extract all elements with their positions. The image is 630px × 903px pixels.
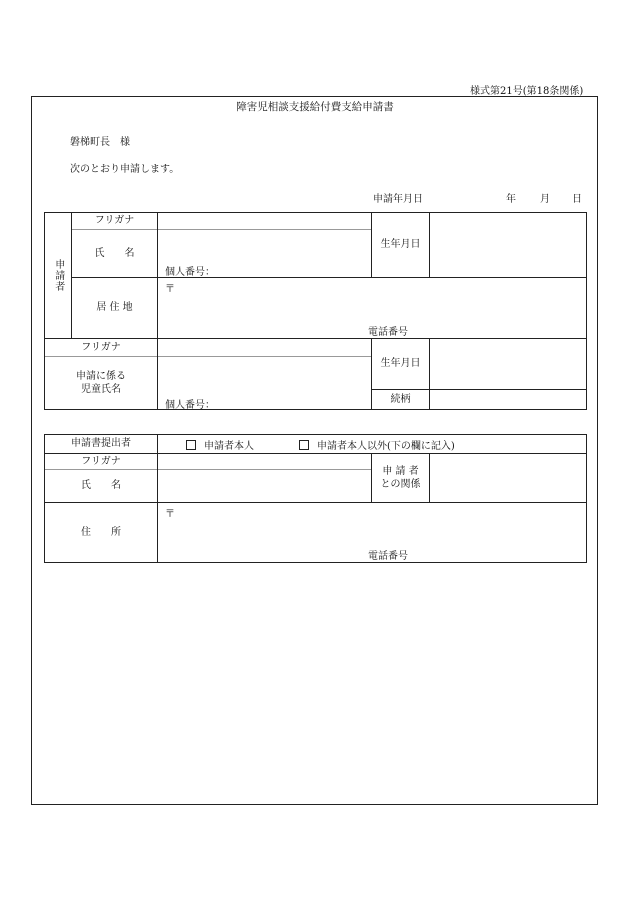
applicant-phone-label: 電話番号 — [368, 327, 408, 338]
submitter-furigana-field[interactable] — [158, 454, 370, 469]
submitter-name-label: 氏 名 — [81, 480, 121, 492]
applicant-birthdate-field[interactable] — [430, 213, 586, 277]
submitter-name-field[interactable] — [158, 470, 370, 502]
submitter-relation-label: 申 請 者 との関係 — [380, 465, 421, 490]
date-year-label: 年 — [506, 194, 516, 205]
submitter-furigana-label: フリガナ — [81, 455, 121, 467]
checkbox-other[interactable] — [299, 440, 309, 450]
applicant-postal-mark: 〒 — [165, 284, 175, 295]
applicant-name-label: 氏 名 — [94, 247, 135, 259]
submitter-address-field[interactable] — [158, 518, 586, 542]
child-furigana-label: フリガナ — [81, 341, 121, 353]
checkbox-self[interactable] — [186, 440, 196, 450]
submitter-option-self[interactable] — [186, 437, 254, 452]
applicant-birthdate-label: 生年月日 — [380, 239, 421, 251]
applicant-residence-label: 居 住 地 — [96, 302, 133, 314]
submitter-phone-label: 電話番号 — [368, 551, 408, 562]
option-other-label: 申請者本人以外(下の欄に記入) — [317, 441, 455, 452]
applicant-furigana-label: フリガナ — [94, 215, 135, 227]
applicant-personal-number-label: 個人番号： — [165, 267, 215, 278]
form-number: 様式第21号(第18条関係) — [470, 86, 584, 97]
date-day-label: 日 — [572, 194, 582, 205]
intro-text: 次のとおり申請します。 — [70, 164, 180, 175]
submitter-label: 申請書提出者 — [71, 438, 131, 450]
child-relationship-field[interactable] — [430, 390, 586, 409]
child-relationship-label: 続柄 — [390, 393, 411, 405]
submitter-address-label: 住 所 — [81, 526, 121, 538]
applicant-address-field[interactable] — [158, 293, 586, 317]
child-birthdate-field[interactable] — [430, 339, 586, 389]
child-name-label: 申請に係る 児童氏名 — [76, 370, 126, 395]
option-self-label: 申請者本人 — [204, 441, 254, 452]
submitter-option-other[interactable] — [299, 437, 455, 452]
applicant-furigana-field[interactable] — [158, 213, 370, 229]
application-date-label: 申請年月日 — [373, 194, 423, 205]
applicant-section-label: 申請者 — [52, 259, 64, 292]
submitter-postal-mark: 〒 — [165, 509, 175, 520]
addressee: 磐梯町長 様 — [70, 137, 130, 148]
form-title: 障害児相談支援給付費支給申請書 — [236, 101, 394, 113]
submitter-relation-field[interactable] — [430, 454, 586, 502]
date-month-label: 月 — [540, 194, 550, 205]
child-name-field[interactable] — [158, 357, 370, 391]
applicant-name-field[interactable] — [158, 230, 370, 260]
child-birthdate-label: 生年月日 — [380, 358, 421, 370]
child-personal-number-label: 個人番号： — [165, 400, 215, 411]
child-furigana-field[interactable] — [158, 339, 370, 356]
